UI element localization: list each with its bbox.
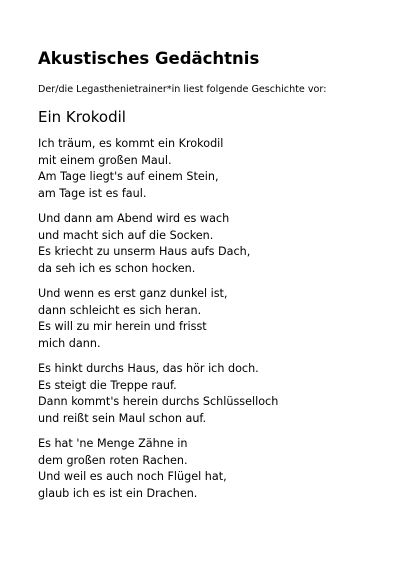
poem-line: Es hinkt durchs Haus, das hör ich doch. bbox=[38, 362, 259, 375]
poem-line: dann schleicht es sich heran. bbox=[38, 303, 202, 317]
poem-line: Es hat 'ne Menge Zähne in bbox=[38, 437, 188, 450]
story-title: Ein Krokodil bbox=[38, 108, 126, 126]
poem-line: da seh ich es schon hocken. bbox=[38, 261, 196, 275]
poem-line: Am Tage liegt's auf einem Stein, bbox=[38, 170, 219, 183]
stanza bbox=[38, 136, 378, 202]
poem-line: Es steigt die Treppe rauf. bbox=[38, 378, 177, 392]
poem-line: mich dann. bbox=[38, 336, 101, 350]
poem-line: Und dann am Abend wird es wach bbox=[38, 212, 230, 225]
poem-line: Es will zu mir herein und frisst bbox=[38, 320, 207, 333]
poem-line: Es kriecht zu unserm Haus aufs Dach, bbox=[38, 245, 251, 258]
page-title: Akustisches Gedächtnis bbox=[38, 49, 260, 68]
poem-line: und macht sich auf die Socken. bbox=[38, 228, 214, 242]
stanza bbox=[38, 361, 378, 427]
poem-line: Dann kommt's herein durchs Schlüsselloch bbox=[38, 395, 279, 408]
poem-line: Und wenn es erst ganz dunkel ist, bbox=[38, 287, 228, 300]
stanza bbox=[38, 286, 378, 352]
stanza bbox=[38, 436, 378, 502]
poem bbox=[38, 136, 378, 502]
intro-text: Der/die Legasthenietrainer*in liest folgende Geschichte vor: bbox=[38, 84, 327, 95]
poem-line: am Tage ist es faul. bbox=[38, 186, 147, 200]
poem-line: glaub ich es ist ein Drachen. bbox=[38, 486, 198, 500]
stanza bbox=[38, 211, 378, 277]
poem-line: und reißt sein Maul schon auf. bbox=[38, 411, 207, 425]
poem-line: dem großen roten Rachen. bbox=[38, 453, 188, 467]
poem-line: Und weil es auch noch Flügel hat, bbox=[38, 470, 227, 483]
document-page bbox=[38, 48, 378, 511]
poem-line: Ich träum, es kommt ein Krokodil bbox=[38, 137, 224, 150]
poem-line: mit einem großen Maul. bbox=[38, 153, 172, 167]
